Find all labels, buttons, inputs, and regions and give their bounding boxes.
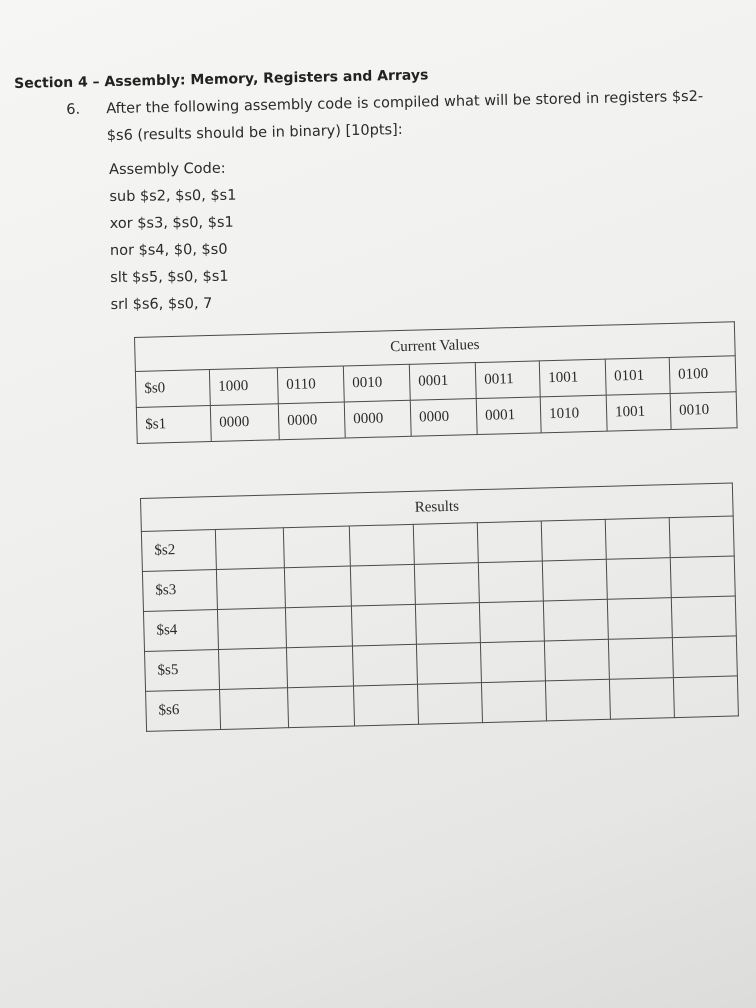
nibble-cell: 0100 bbox=[669, 356, 736, 394]
nibble-cell: 0000 bbox=[278, 402, 345, 440]
code-line: sub $s2, $s0, $s1 bbox=[109, 187, 237, 205]
nibble-cell: 0011 bbox=[475, 361, 540, 399]
answer-cell[interactable] bbox=[542, 559, 607, 601]
register-label: $s0 bbox=[135, 370, 210, 408]
nibble-cell: 0010 bbox=[670, 392, 737, 430]
question-text-line-2: $s6 (results should be in binary) [10pts]: bbox=[106, 121, 403, 145]
register-label: $s2 bbox=[141, 530, 216, 572]
answer-cell[interactable] bbox=[672, 636, 737, 678]
nibble-cell: 1000 bbox=[209, 368, 278, 406]
answer-cell[interactable] bbox=[543, 599, 608, 641]
answer-cell[interactable] bbox=[544, 639, 609, 681]
answer-cell[interactable] bbox=[481, 681, 546, 723]
current-values-table bbox=[134, 321, 738, 444]
nibble-cell: 0000 bbox=[410, 399, 477, 437]
answer-cell[interactable] bbox=[217, 608, 286, 650]
answer-cell[interactable] bbox=[605, 518, 670, 560]
nibble-cell: 0101 bbox=[605, 357, 670, 395]
register-label: $s5 bbox=[145, 649, 220, 691]
answer-cell[interactable] bbox=[413, 523, 478, 565]
section-title: Section 4 – Assembly: Memory, Registers and Arrays bbox=[14, 67, 429, 92]
code-line: xor $s3, $s0, $s1 bbox=[109, 214, 234, 232]
answer-cell[interactable] bbox=[285, 606, 352, 648]
answer-cell[interactable] bbox=[352, 644, 417, 686]
answer-cell[interactable] bbox=[607, 598, 672, 640]
answer-cell[interactable] bbox=[215, 528, 284, 570]
results-title: Results bbox=[141, 483, 734, 531]
code-line: nor $s4, $0, $s0 bbox=[109, 241, 228, 259]
answer-cell[interactable] bbox=[608, 638, 673, 680]
answer-cell[interactable] bbox=[414, 563, 479, 605]
answer-cell[interactable] bbox=[541, 519, 606, 561]
nibble-cell: 1001 bbox=[606, 393, 671, 431]
answer-cell[interactable] bbox=[416, 643, 481, 685]
answer-cell[interactable] bbox=[673, 676, 738, 718]
current-values-title: Current Values bbox=[135, 322, 736, 372]
answer-cell[interactable] bbox=[353, 684, 418, 726]
answer-cell[interactable] bbox=[479, 601, 544, 643]
register-label: $s3 bbox=[142, 570, 217, 612]
answer-cell[interactable] bbox=[606, 558, 671, 600]
answer-cell[interactable] bbox=[545, 679, 610, 721]
answer-cell[interactable] bbox=[415, 603, 480, 645]
question-text-line-1: After the following assembly code is compiled what will be stored in registers $s2- bbox=[106, 88, 704, 118]
answer-cell[interactable] bbox=[417, 683, 482, 725]
nibble-cell: 0001 bbox=[409, 363, 476, 401]
register-label: $s4 bbox=[143, 610, 218, 652]
answer-cell[interactable] bbox=[218, 648, 287, 690]
code-line: srl $s6, $s0, 7 bbox=[110, 295, 213, 313]
answer-cell[interactable] bbox=[220, 688, 289, 730]
assembly-code-heading: Assembly Code: bbox=[109, 160, 226, 178]
nibble-cell: 1010 bbox=[540, 395, 607, 433]
question-6 bbox=[66, 83, 747, 151]
nibble-cell: 1001 bbox=[539, 359, 606, 397]
code-line: slt $s5, $s0, $s1 bbox=[110, 268, 229, 286]
answer-cell[interactable] bbox=[480, 641, 545, 683]
answer-cell[interactable] bbox=[478, 561, 543, 603]
answer-cell[interactable] bbox=[349, 524, 414, 566]
answer-cell[interactable] bbox=[288, 686, 355, 728]
answer-cell[interactable] bbox=[286, 646, 353, 688]
answer-cell[interactable] bbox=[350, 564, 415, 606]
assembly-code-block bbox=[109, 156, 238, 319]
results-table bbox=[140, 482, 739, 731]
answer-cell[interactable] bbox=[351, 604, 416, 646]
answer-cell[interactable] bbox=[671, 596, 736, 638]
answer-cell[interactable] bbox=[670, 556, 735, 598]
answer-cell[interactable] bbox=[216, 568, 285, 610]
nibble-cell: 0000 bbox=[344, 400, 411, 438]
nibble-cell: 0110 bbox=[277, 366, 344, 404]
nibble-cell: 0010 bbox=[343, 364, 410, 402]
register-label: $s6 bbox=[146, 689, 221, 731]
nibble-cell: 0001 bbox=[476, 397, 541, 435]
answer-cell[interactable] bbox=[669, 516, 734, 558]
answer-cell[interactable] bbox=[477, 521, 542, 563]
answer-cell[interactable] bbox=[609, 678, 674, 720]
answer-cell[interactable] bbox=[283, 526, 350, 568]
answer-cell[interactable] bbox=[284, 566, 351, 608]
nibble-cell: 0000 bbox=[210, 404, 279, 442]
register-label: $s1 bbox=[136, 406, 211, 444]
question-number: 6. bbox=[66, 101, 81, 118]
